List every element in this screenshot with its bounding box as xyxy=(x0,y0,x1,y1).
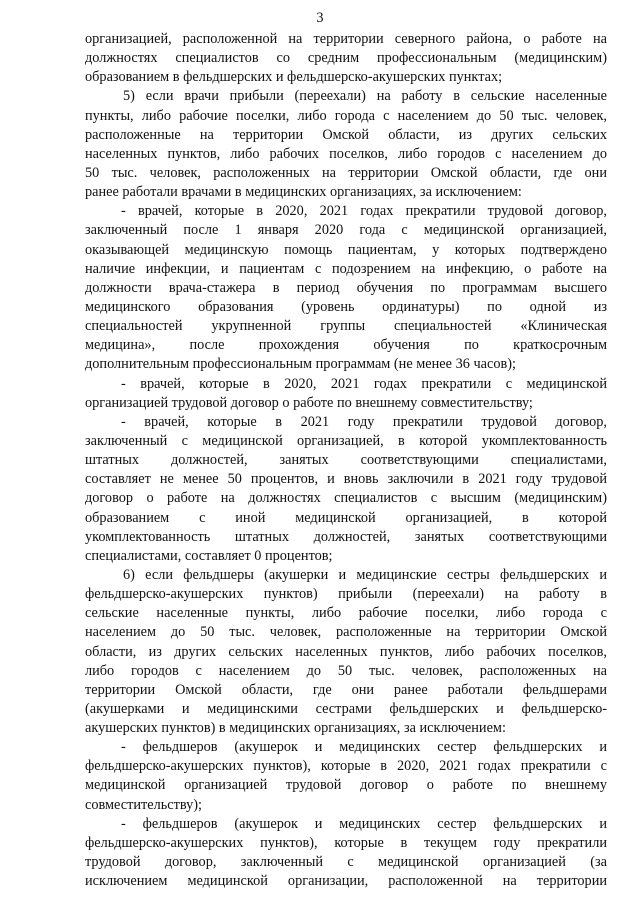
text-line: пункты, либо рабочие поселки, либо города с населением до 50 тыс. человек, xyxy=(85,107,607,124)
text-line: образованием в фельдшерских и фельдшерско-акушерских пунктах; xyxy=(85,69,503,86)
text-line: фельдшерско-акушерских пунктов), которые в текущем году прекратили xyxy=(85,834,607,851)
text-line: области, из других сельских населенных пунктов, либо рабочих поселков, xyxy=(85,643,607,660)
text-line: должностях специалистов со средним профессиональным (медицинским) xyxy=(85,50,607,67)
text-line: фельдшерско-акушерских пунктов), которые в 2020, 2021 годах прекратили с xyxy=(85,758,607,775)
text-line: штатных должностей, занятых соответствующими специалистами, xyxy=(85,452,607,469)
text-line: (акушерками и медицинскими сестрами фельдшерских и фельдшерско- xyxy=(85,700,607,717)
text-line: трудовой договор, заключенный с медицинской организацией (за xyxy=(85,854,607,871)
text-line: медицинского образования (уровень ординатуры) по одной из xyxy=(85,298,607,315)
text-line: заключенный с медицинской организацией, в которой укомплектованность xyxy=(85,432,607,449)
text-line: составляет не менее 50 процентов, и вновь заключили в 2021 году трудовой xyxy=(85,471,607,488)
page-number: 3 xyxy=(316,10,324,26)
text-line: фельдшерско-акушерских пунктов) прибыли (переехали) на работу в xyxy=(85,586,607,603)
text-line: медицина», после прохождения обучения по краткосрочным xyxy=(85,337,607,354)
text-line: территории Омской области, где они ранее работали фельдшерами xyxy=(85,681,607,698)
text-line: - врачей, которые в 2021 году прекратили трудовой договор, xyxy=(121,413,607,430)
text-line: дополнительным профессиональным программам (не менее 36 часов); xyxy=(85,356,516,373)
text-line: 6) если фельдшеры (акушерки и медицинские сестры фельдшерских и xyxy=(123,566,607,583)
text-line: населенных пунктов, либо рабочих поселков, либо городов с населением до xyxy=(85,145,607,162)
text-line: договор о работе на должностях специалистов с высшим (медицинским) xyxy=(85,490,607,507)
text-line: оказывающей медицинскую помощь пациентам, у которых подтверждено xyxy=(85,241,607,258)
text-line: организацией трудовой договор о работе по внешнему совместительству; xyxy=(85,394,533,411)
text-line: 5) если врачи прибыли (переехали) на работу в сельские населенные xyxy=(123,88,607,105)
text-line: организацией, расположенной на территории северного района, о работе на xyxy=(85,31,607,47)
text-line: совместительству); xyxy=(85,796,202,813)
text-line: ранее работали врачами в медицинских организациях, за исключением: xyxy=(85,184,522,201)
text-line: либо городов с населением до 50 тыс. человек, расположенных на xyxy=(85,662,607,679)
text-line: населением до 50 тыс. человек, расположенные на территории Омской xyxy=(85,624,607,641)
text-line: - фельдшеров (акушерок и медицинских сестер фельдшерских и xyxy=(121,739,607,756)
text-line: расположенные на территории Омской области, из других сельских xyxy=(85,126,607,143)
text-line: наличие инфекции, и пациентам с подозрением на инфекцию, о работе на xyxy=(85,260,607,277)
text-line: специалистами, составляет 0 процентов; xyxy=(85,547,333,564)
text-line: медицинской организацией трудовой договор о работе по внешнему xyxy=(85,777,607,794)
text-line: акушерских пунктов) в медицинских организациях, за исключением: xyxy=(85,720,506,737)
text-line: образованием с иной медицинской организацией, в которой xyxy=(85,509,607,526)
text-line: 50 тыс. человек, расположенных на территории Омской области, где они xyxy=(85,164,607,181)
text-line: специальностей укрупненной группы специальностей «Клиническая xyxy=(85,318,607,335)
document-body xyxy=(85,30,607,891)
text-line: - врачей, которые в 2020, 2021 годах прекратили с медицинской xyxy=(121,375,607,392)
text-line: исключением медицинской организации, расположенной на территории xyxy=(85,873,607,890)
text-line: должности врача-стажера в период обучения по программам высшего xyxy=(85,279,607,296)
text-line: - врачей, которые в 2020, 2021 годах прекратили трудовой договор, xyxy=(121,203,607,220)
text-line: укомплектованность штатных должностей, занятых соответствующими xyxy=(85,528,607,545)
text-line: - фельдшеров (акушерок и медицинских сестер фельдшерских и xyxy=(121,815,607,832)
text-line: заключенный после 1 января 2020 года с медицинской организацией, xyxy=(85,222,607,239)
text-line: сельские населенные пункты, либо рабочие поселки, либо города с xyxy=(85,605,607,622)
